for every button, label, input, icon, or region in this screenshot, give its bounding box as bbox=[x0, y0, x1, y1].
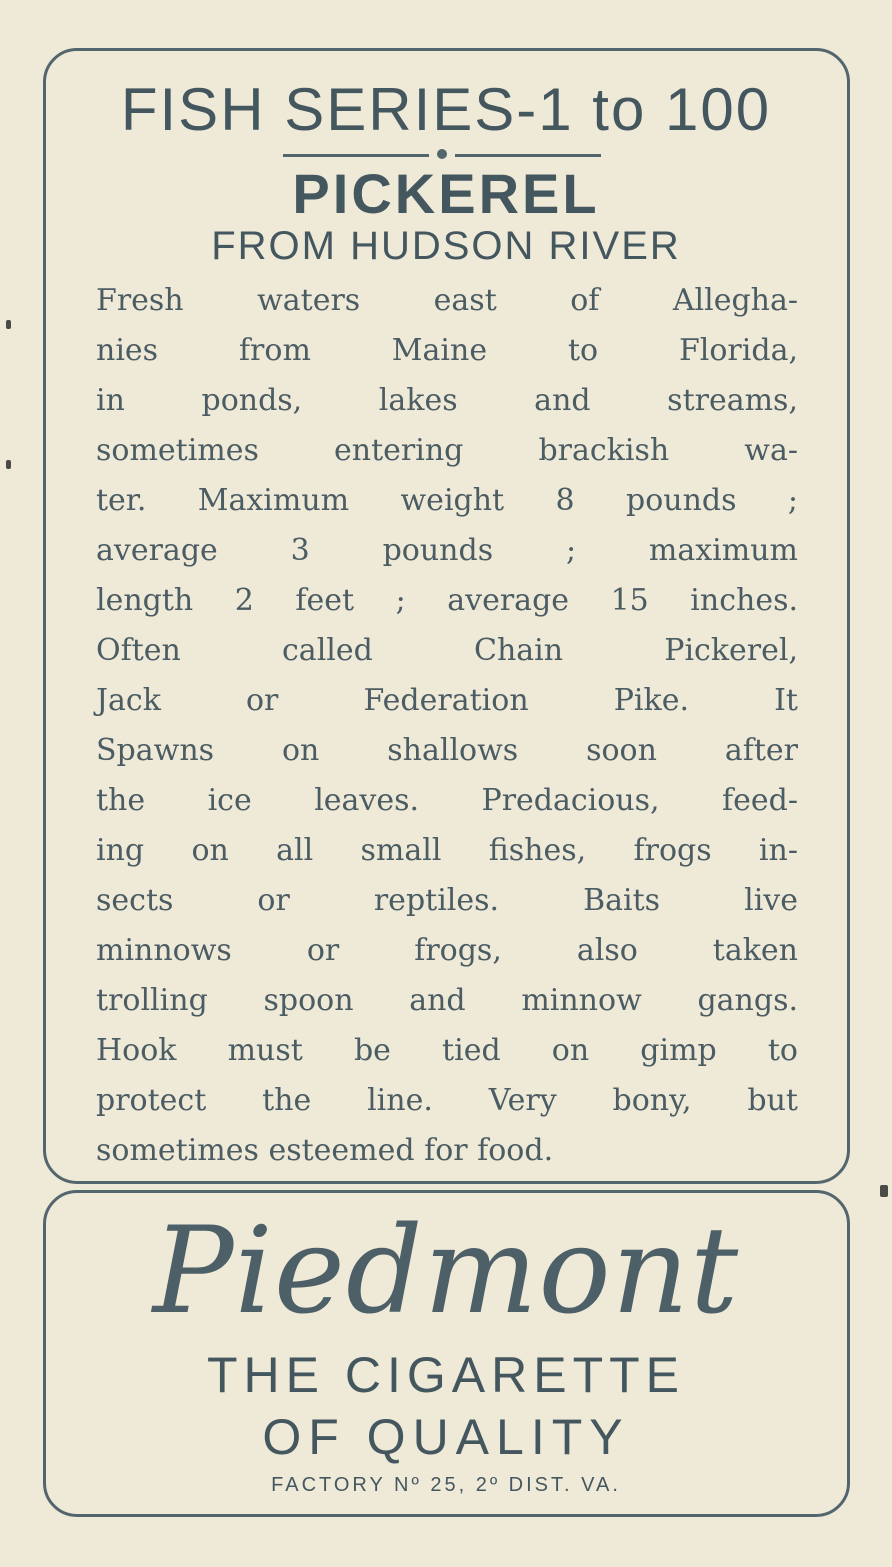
title-divider-left bbox=[283, 154, 429, 157]
description-line: trolling spoon and minnow gangs. bbox=[96, 983, 798, 1018]
factory-info: FACTORY Nº 25, 2º DIST. VA. bbox=[271, 1474, 621, 1496]
description-line: Fresh waters east of Allegha- bbox=[96, 283, 798, 318]
print-speck bbox=[6, 320, 11, 329]
print-speck bbox=[880, 1185, 888, 1197]
description-line: in ponds, lakes and streams, bbox=[96, 383, 798, 418]
description-line: average 3 pounds ; maximum bbox=[96, 533, 798, 568]
brand-logo: Piedmont bbox=[152, 1202, 740, 1341]
description-line: Hook must be tied on gimp to bbox=[96, 1033, 798, 1068]
fish-name: PICKEREL bbox=[292, 162, 600, 225]
title-divider-right bbox=[455, 154, 601, 157]
brand-tagline-second: OF QUALITY bbox=[262, 1409, 630, 1465]
description-line: nies from Maine to Florida, bbox=[96, 333, 798, 368]
description-line: sometimes entering brackish wa- bbox=[96, 433, 798, 468]
description-line: Jack or Federation Pike. It bbox=[96, 683, 798, 718]
brand-tagline: THE CIGARETTE bbox=[206, 1347, 686, 1403]
description-line: ter. Maximum weight 8 pounds ; bbox=[96, 483, 798, 518]
title-divider-dot bbox=[437, 149, 447, 159]
series-title: FISH SERIES-1 to 100 bbox=[120, 76, 772, 143]
description-line: Spawns on shallows soon after bbox=[96, 733, 798, 768]
description-line: the ice leaves. Predacious, feed- bbox=[96, 783, 798, 818]
print-speck bbox=[6, 460, 11, 469]
description-line: sometimes esteemed for food. bbox=[96, 1133, 554, 1168]
description-line: length 2 feet ; average 15 inches. bbox=[96, 583, 798, 618]
description-line: protect the line. Very bony, but bbox=[96, 1083, 798, 1118]
description-line: minnows or frogs, also taken bbox=[96, 933, 798, 968]
fish-description bbox=[96, 276, 798, 1176]
fish-origin: FROM HUDSON RIVER bbox=[211, 224, 681, 268]
description-line: sects or reptiles. Baits live bbox=[96, 883, 798, 918]
description-line: ing on all small fishes, frogs in- bbox=[96, 833, 798, 868]
description-line: Often called Chain Pickerel, bbox=[96, 633, 798, 668]
